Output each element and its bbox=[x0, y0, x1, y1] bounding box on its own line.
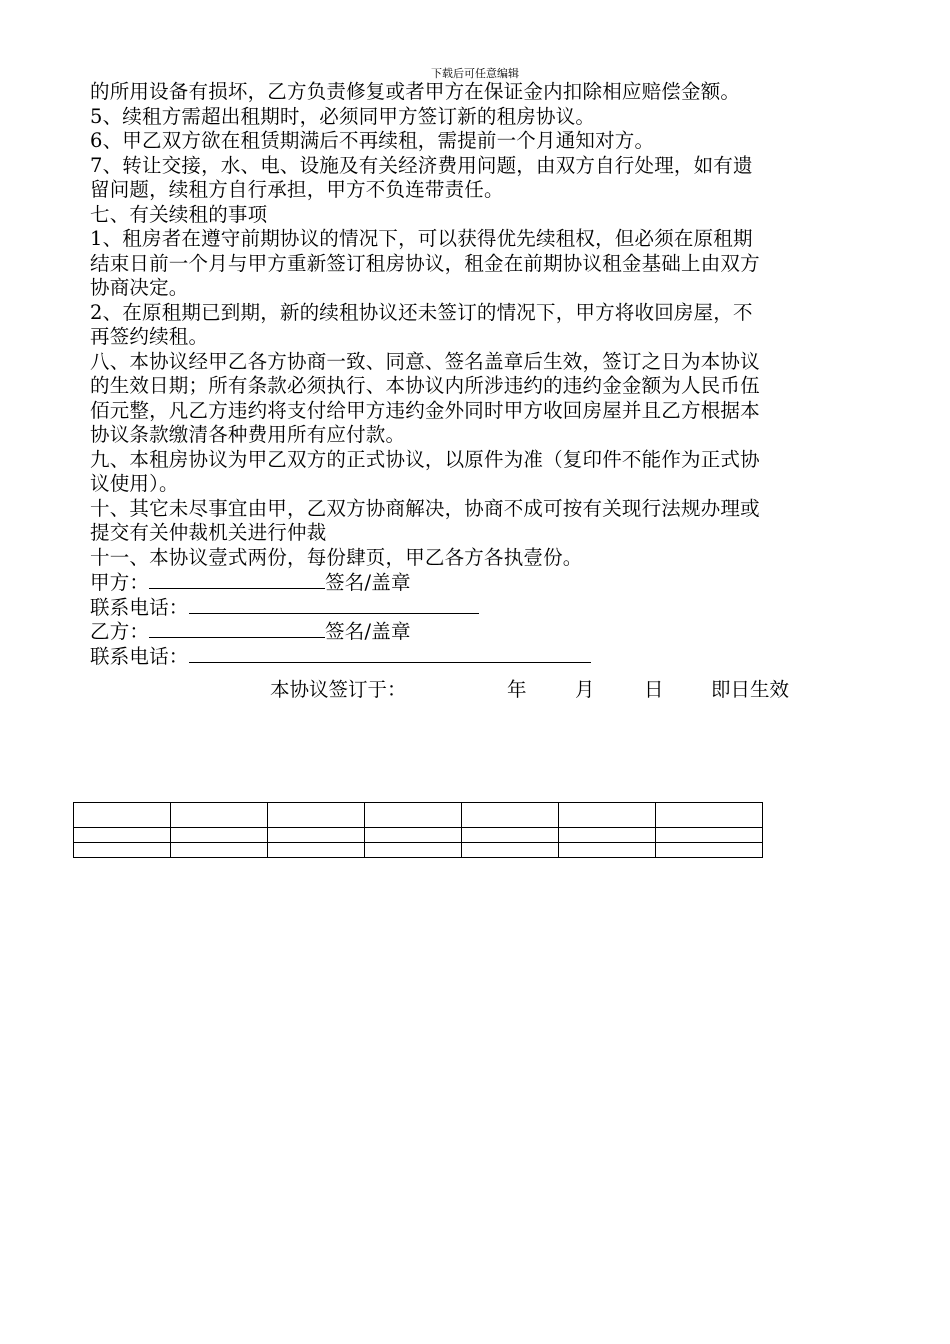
party-a-signature-line bbox=[90, 570, 865, 595]
paragraph-line: 2、在原租期已到期，新的续租协议还未签订的情况下，甲方将收回房屋，不 bbox=[90, 300, 753, 324]
paragraph-line: 议使用）。 bbox=[90, 472, 179, 495]
paragraph-line: 的生效日期；所有条款必须执行、本协议内所涉违约的违约金金额为人民币伍 bbox=[90, 374, 760, 397]
table-cell bbox=[462, 828, 559, 843]
table-cell bbox=[559, 843, 656, 858]
party-a-label: 甲方： bbox=[90, 571, 150, 594]
paragraph-line: 7、转让交接，水、电、设施及有关经济费用问题，由双方自行处理，如有遗 bbox=[90, 153, 753, 177]
table-row bbox=[74, 803, 763, 828]
party-a-signature-blank[interactable] bbox=[149, 570, 325, 589]
paragraph-line: 佰元整，凡乙方违约将支付给甲方违约金外同时甲方收回房屋并且乙方根据本 bbox=[90, 398, 760, 422]
party-b-phone-blank[interactable] bbox=[189, 644, 591, 663]
paragraph-line: 5、续租方需超出租期时，必须同甲方签订新的租房协议。 bbox=[90, 104, 596, 128]
party-a-sign-suffix: 签名/盖章 bbox=[325, 571, 411, 594]
table-cell bbox=[74, 843, 171, 858]
party-b-label: 乙方： bbox=[90, 620, 150, 643]
table-cell bbox=[365, 828, 462, 843]
paragraph-line: 结束日前一个月与甲方重新签订租房协议，租金在前期协议租金基础上由双方 bbox=[90, 251, 760, 275]
document-body bbox=[90, 80, 865, 668]
table-cell bbox=[74, 828, 171, 843]
sign-date-year: 年 bbox=[507, 678, 527, 701]
sign-date-prefix: 本协议签订于： bbox=[270, 678, 407, 701]
paragraph-line: 协商决定。 bbox=[90, 276, 189, 299]
table-cell bbox=[656, 828, 763, 843]
paragraph-line: 十、其它未尽事宜由甲，乙双方协商解决，协商不成可按有关现行法规办理或 bbox=[90, 496, 760, 520]
paragraph-line: 的所用设备有损坏，乙方负责修复或者甲方在保证金内扣除相应赔偿金额。 bbox=[90, 80, 741, 103]
paragraph-line: 提交有关仲裁机关进行仲裁 bbox=[90, 521, 327, 544]
party-b-sign-suffix: 签名/盖章 bbox=[325, 620, 411, 643]
paragraph-line: 6、甲乙双方欲在租赁期满后不再续租，需提前一个月通知对方。 bbox=[90, 129, 655, 152]
section-heading: 七、有关续租的事项 bbox=[90, 202, 268, 226]
table-row bbox=[74, 828, 763, 843]
table-cell bbox=[462, 803, 559, 828]
empty-table bbox=[73, 802, 763, 858]
paragraph-line: 九、本租房协议为甲乙双方的正式协议，以原件为准（复印件不能作为正式协 bbox=[90, 447, 760, 471]
table-cell bbox=[559, 828, 656, 843]
table-cell bbox=[559, 803, 656, 828]
table-row bbox=[74, 843, 763, 858]
table-cell bbox=[365, 803, 462, 828]
table-cell bbox=[268, 828, 365, 843]
paragraph-line: 再签约续租。 bbox=[90, 325, 209, 348]
phone-a-label: 联系电话： bbox=[90, 595, 189, 619]
party-b-signature-blank[interactable] bbox=[149, 619, 325, 638]
paragraph-line: 八、本协议经甲乙各方协商一致、同意、签名盖章后生效，签订之日为本协议 bbox=[90, 349, 760, 373]
sign-date-effective: 即日生效 bbox=[711, 678, 790, 701]
sign-date-month: 月 bbox=[575, 678, 595, 701]
party-a-phone-blank[interactable] bbox=[189, 595, 479, 614]
table-cell bbox=[268, 803, 365, 828]
paragraph-line: 1、租房者在遵守前期协议的情况下，可以获得优先续租权，但必须在原租期 bbox=[90, 227, 753, 250]
table-cell bbox=[656, 843, 763, 858]
paragraph-line: 留问题，续租方自行承担，甲方不负连带责任。 bbox=[90, 178, 504, 201]
party-a-phone-line bbox=[90, 595, 865, 620]
table-cell bbox=[74, 803, 171, 828]
paragraph-line: 十一、本协议壹式两份，每份肆页，甲乙各方各执壹份。 bbox=[90, 545, 583, 569]
table-cell bbox=[171, 843, 268, 858]
table-cell bbox=[171, 803, 268, 828]
party-b-phone-line bbox=[90, 644, 865, 669]
phone-b-label: 联系电话： bbox=[90, 644, 189, 668]
party-b-signature-line bbox=[90, 619, 865, 644]
table-cell bbox=[171, 828, 268, 843]
paragraph-line: 协议条款缴清各种费用所有应付款。 bbox=[90, 423, 406, 446]
sign-date-day: 日 bbox=[644, 678, 664, 701]
table-cell bbox=[656, 803, 763, 828]
table-cell bbox=[268, 843, 365, 858]
header-note: 下载后可任意编辑 bbox=[431, 67, 519, 80]
table-cell bbox=[365, 843, 462, 858]
table-cell bbox=[462, 843, 559, 858]
